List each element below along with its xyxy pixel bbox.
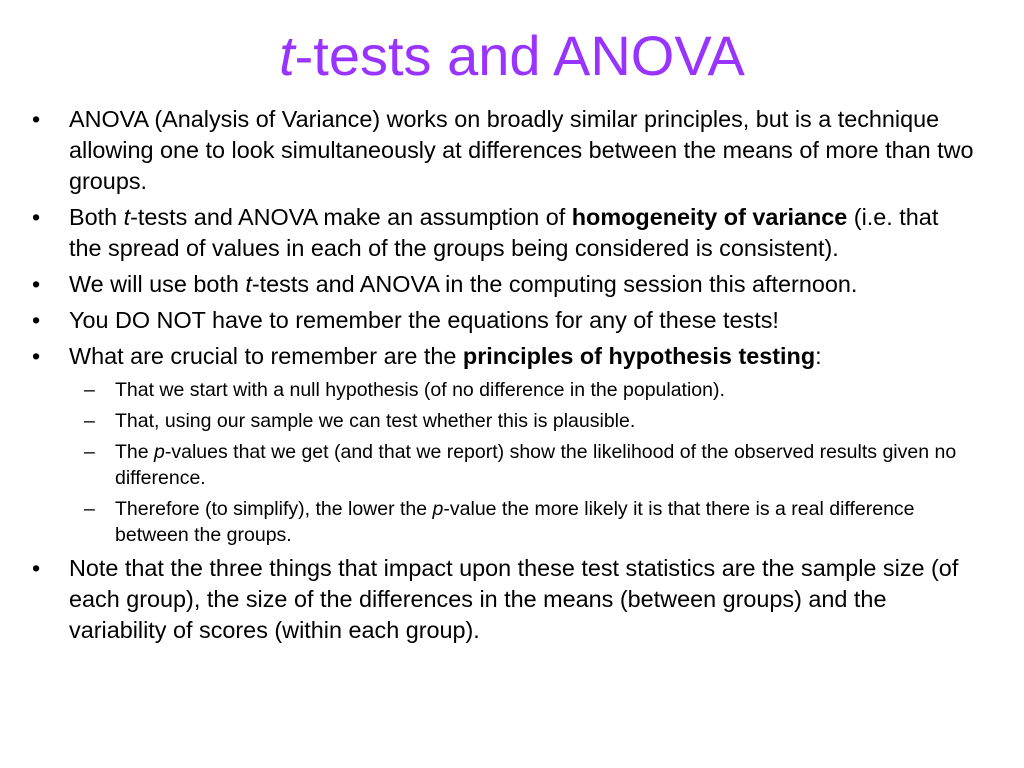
bullet-principles xyxy=(0,341,1024,372)
bullet-marker: • xyxy=(32,271,41,297)
bullet-text: Note that the three things that impact upon these test statistics are the sample size (of each group), the size of the differences in the means (between groups) and the variability of scores (within each group). xyxy=(69,555,959,643)
sub-bullet-text-part: Therefore (to simplify), the lower the xyxy=(115,498,433,520)
sub-bullet-marker: – xyxy=(84,441,95,463)
bullet-italic-t: t xyxy=(245,271,252,297)
slide-title-italic: t xyxy=(279,24,295,87)
bullet-three-factors xyxy=(0,553,1024,646)
bullet-marker: • xyxy=(32,106,41,132)
sub-bullet-text: That, using our sample we can test whether this is plausible. xyxy=(115,410,636,432)
sub-bullet-lower-p-value xyxy=(0,496,1024,548)
bullet-text-part: -tests and ANOVA in the computing session this afternoon. xyxy=(251,271,858,297)
sub-bullet-plausible xyxy=(0,408,1024,434)
bullet-marker: • xyxy=(32,307,41,333)
sub-bullet-null-hypothesis xyxy=(0,377,1024,403)
bullet-equations xyxy=(0,305,1024,336)
bullet-bold-term: principles of hypothesis testing xyxy=(462,343,816,369)
sub-bullet-italic-p: p xyxy=(154,441,165,463)
bullet-homogeneity xyxy=(0,202,1024,264)
slide-title xyxy=(0,22,1024,90)
bullet-marker: • xyxy=(32,555,41,581)
bullet-text-part: : xyxy=(815,343,822,369)
sub-bullet-p-values xyxy=(0,439,1024,491)
bullet-text-part: What are crucial to remember are the xyxy=(69,343,463,369)
bullet-text-part: Both xyxy=(69,204,124,230)
bullet-anova-definition xyxy=(0,104,1024,197)
bullet-italic-t: t xyxy=(123,204,131,230)
sub-bullet-marker: – xyxy=(84,379,95,401)
bullet-marker: • xyxy=(32,204,41,230)
sub-bullet-text: That we start with a null hypothesis (of no difference in the population). xyxy=(115,379,725,401)
sub-bullet-text-part: -value the more likely it is that there is a real difference between the groups. xyxy=(115,498,915,546)
sub-bullet-italic-p: p xyxy=(432,498,444,520)
bullet-text: You DO NOT have to remember the equations for any of these tests! xyxy=(69,307,779,333)
bullet-text-part: We will use both xyxy=(69,271,246,297)
bullet-text-part: (i.e. that the spread of values in each of the groups being considered is consistent). xyxy=(69,204,939,261)
sub-bullet-marker: – xyxy=(84,498,95,520)
sub-bullet-text-part: The xyxy=(115,441,155,463)
sub-bullet-marker: – xyxy=(84,410,95,432)
bullet-text: ANOVA (Analysis of Variance) works on broadly similar principles, but is a technique allowing one to look simultaneously at differences between the means of more than two groups. xyxy=(69,106,974,194)
sub-bullet-text-part: -values that we get (and that we report) show the likelihood of the observed results given no difference. xyxy=(115,441,957,489)
bullet-computing-session xyxy=(0,269,1024,300)
bullet-bold-term: homogeneity of variance xyxy=(571,204,848,230)
bullet-marker: • xyxy=(32,343,41,369)
slide-body xyxy=(0,104,1024,651)
bullet-text-part: -tests and ANOVA make an assumption of xyxy=(130,204,572,230)
slide-title-rest: -tests and ANOVA xyxy=(294,24,745,87)
